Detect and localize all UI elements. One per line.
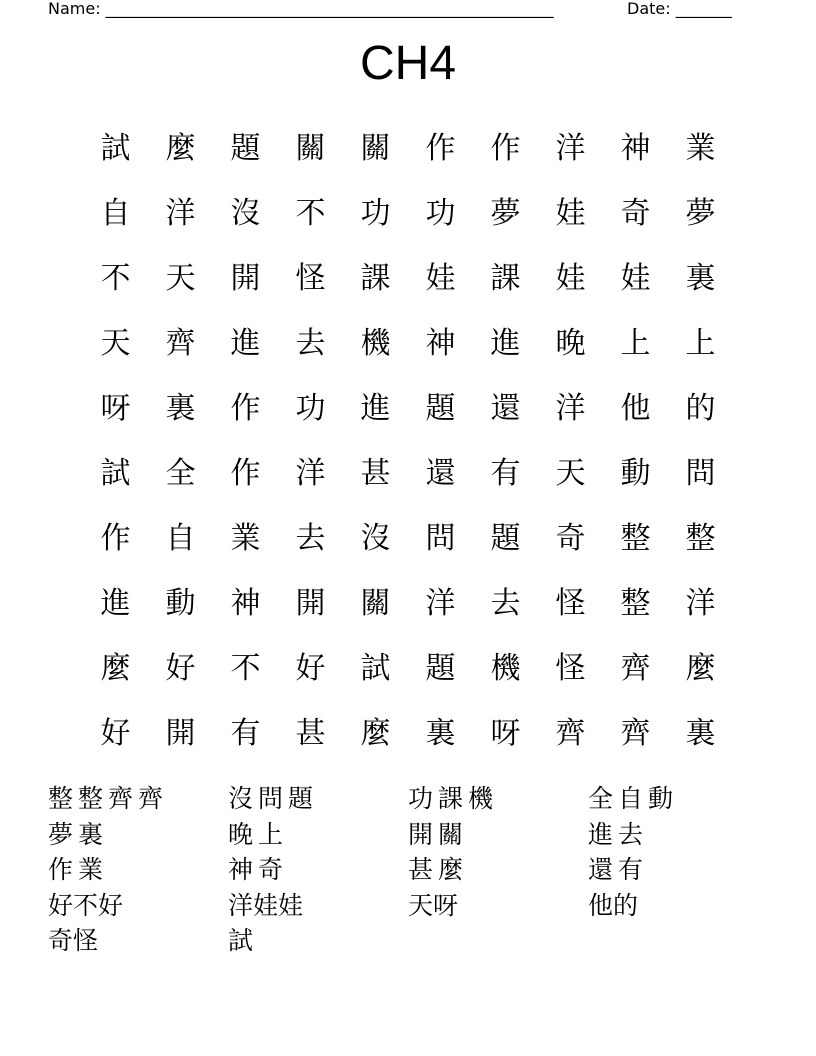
grid-cell: 作 xyxy=(100,520,131,556)
grid-cell: 關 xyxy=(360,130,391,166)
grid-cell: 機 xyxy=(490,650,521,686)
grid-cell: 天 xyxy=(100,325,131,361)
grid-cell: 麼 xyxy=(165,130,196,166)
grid-cell: 不 xyxy=(230,650,261,686)
grid-row xyxy=(83,632,733,697)
word-bank-item: 進去 xyxy=(588,819,649,849)
grid-cell: 天 xyxy=(165,260,196,296)
word-bank-item: 沒問題 xyxy=(228,784,319,813)
grid-cell: 麼 xyxy=(100,650,131,686)
grid-cell: 好 xyxy=(100,715,131,751)
page-title: CH4 xyxy=(359,37,457,90)
grid-cell: 開 xyxy=(165,715,196,751)
grid-cell: 好 xyxy=(165,650,196,686)
grid-cell: 裏 xyxy=(685,715,716,751)
word-bank-item: 夢裏 xyxy=(48,819,109,849)
grid-cell: 齊 xyxy=(620,650,651,686)
word-bank-column xyxy=(408,781,588,959)
grid-cell: 全 xyxy=(165,455,196,491)
grid-row xyxy=(83,697,733,762)
word-bank-item: 奇怪 xyxy=(48,926,99,955)
word-bank-item: 作業 xyxy=(48,855,109,884)
grid-cell: 娃 xyxy=(620,260,651,296)
grid-cell: 功 xyxy=(360,195,391,231)
grid-cell: 晚 xyxy=(555,325,586,361)
grid-cell: 課 xyxy=(490,260,521,296)
grid-cell: 呀 xyxy=(100,390,131,426)
grid-cell: 怪 xyxy=(555,650,586,686)
grid-row xyxy=(83,242,733,307)
grid-cell: 還 xyxy=(490,390,521,426)
word-bank-item: 功課機 xyxy=(408,784,499,813)
grid-cell: 題 xyxy=(425,650,456,686)
grid-cell: 進 xyxy=(490,325,521,361)
grid-cell: 作 xyxy=(230,390,261,426)
grid-cell: 奇 xyxy=(555,520,586,556)
grid-cell: 作 xyxy=(230,455,261,491)
grid-cell: 開 xyxy=(230,260,261,296)
grid-cell: 關 xyxy=(295,130,326,166)
word-bank-item: 開關 xyxy=(408,819,469,849)
word-bank-item: 洋娃娃 xyxy=(228,890,304,920)
grid-row xyxy=(83,112,733,177)
word-bank-item: 還有 xyxy=(588,855,649,884)
grid-cell: 問 xyxy=(425,520,456,556)
grid-cell: 關 xyxy=(360,585,391,621)
word-bank-item: 他的 xyxy=(588,890,639,920)
grid-row xyxy=(83,372,733,437)
grid-cell: 自 xyxy=(165,520,196,556)
grid-cell: 神 xyxy=(425,325,456,361)
grid-cell: 進 xyxy=(360,390,391,426)
grid-cell: 怪 xyxy=(555,585,586,621)
grid-cell: 開 xyxy=(295,585,326,621)
grid-cell: 作 xyxy=(490,130,521,166)
grid-row xyxy=(83,307,733,372)
grid-cell: 裏 xyxy=(425,715,456,751)
grid-cell: 甚 xyxy=(360,455,391,491)
grid-cell: 整 xyxy=(620,520,651,556)
grid-cell: 洋 xyxy=(165,195,196,231)
grid-row xyxy=(83,567,733,632)
word-search-grid xyxy=(83,112,733,762)
grid-cell: 麼 xyxy=(360,715,391,751)
grid-cell: 神 xyxy=(620,130,651,166)
word-bank-item: 晚上 xyxy=(228,819,289,849)
grid-cell: 還 xyxy=(425,455,456,491)
grid-cell: 娃 xyxy=(555,260,586,296)
grid-cell: 試 xyxy=(100,130,131,166)
word-bank-item: 整整齊齊 xyxy=(48,784,169,813)
grid-cell: 沒 xyxy=(230,195,261,231)
grid-cell: 他 xyxy=(620,390,651,426)
grid-cell: 奇 xyxy=(620,195,651,231)
grid-cell: 呀 xyxy=(490,715,521,751)
grid-cell: 有 xyxy=(490,455,521,491)
grid-cell: 去 xyxy=(490,585,521,621)
grid-cell: 整 xyxy=(620,585,651,621)
grid-row xyxy=(83,177,733,242)
grid-cell: 洋 xyxy=(685,585,716,621)
grid-cell: 娃 xyxy=(425,260,456,296)
grid-cell: 怪 xyxy=(295,260,326,296)
grid-cell: 洋 xyxy=(555,130,586,166)
grid-cell: 不 xyxy=(100,260,131,296)
grid-row xyxy=(83,502,733,567)
grid-cell: 不 xyxy=(295,195,326,231)
grid-cell: 題 xyxy=(230,130,261,166)
grid-cell: 動 xyxy=(165,585,196,621)
word-bank-column xyxy=(228,781,408,959)
grid-cell: 麼 xyxy=(685,650,716,686)
grid-cell: 神 xyxy=(230,585,261,621)
word-bank-column xyxy=(588,781,768,959)
word-bank-item: 甚麼 xyxy=(408,855,469,884)
grid-cell: 的 xyxy=(685,390,716,426)
grid-cell: 試 xyxy=(100,455,131,491)
grid-cell: 問 xyxy=(685,455,716,491)
grid-cell: 裏 xyxy=(165,390,196,426)
grid-cell: 功 xyxy=(425,195,456,231)
grid-cell: 進 xyxy=(100,585,131,621)
grid-cell: 進 xyxy=(230,325,261,361)
grid-cell: 齊 xyxy=(620,715,651,751)
grid-cell: 功 xyxy=(295,390,326,426)
grid-cell: 洋 xyxy=(425,585,456,621)
grid-cell: 題 xyxy=(490,520,521,556)
date-field-label: Date: _______ xyxy=(627,0,732,18)
word-bank-item: 天呀 xyxy=(408,890,459,920)
word-bank-item: 試 xyxy=(228,926,254,955)
grid-cell: 題 xyxy=(425,390,456,426)
grid-cell: 洋 xyxy=(295,455,326,491)
grid-cell: 有 xyxy=(230,715,261,751)
grid-cell: 洋 xyxy=(555,390,586,426)
grid-cell: 整 xyxy=(685,520,716,556)
name-field-label: Name: ________________________________________________________ xyxy=(48,0,554,18)
word-bank xyxy=(48,781,768,959)
grid-cell: 甚 xyxy=(295,715,326,751)
grid-cell: 齊 xyxy=(555,715,586,751)
grid-cell: 裏 xyxy=(685,260,716,296)
grid-cell: 動 xyxy=(620,455,651,491)
grid-cell: 沒 xyxy=(360,520,391,556)
grid-cell: 好 xyxy=(295,650,326,686)
word-bank-item: 神奇 xyxy=(228,855,289,884)
word-bank-item: 好不好 xyxy=(48,890,124,920)
grid-cell: 試 xyxy=(360,650,391,686)
grid-cell: 上 xyxy=(620,325,651,361)
word-bank-item: 全自動 xyxy=(588,784,679,813)
grid-cell: 課 xyxy=(360,260,391,296)
grid-cell: 娃 xyxy=(555,195,586,231)
grid-cell: 夢 xyxy=(490,195,521,231)
grid-cell: 去 xyxy=(295,325,326,361)
grid-cell: 去 xyxy=(295,520,326,556)
grid-cell: 自 xyxy=(100,195,131,231)
grid-cell: 業 xyxy=(230,520,261,556)
grid-cell: 機 xyxy=(360,325,391,361)
grid-cell: 業 xyxy=(685,130,716,166)
word-bank-column xyxy=(48,781,228,959)
grid-cell: 天 xyxy=(555,455,586,491)
grid-cell: 作 xyxy=(425,130,456,166)
grid-cell: 上 xyxy=(685,325,716,361)
grid-cell: 齊 xyxy=(165,325,196,361)
grid-cell: 夢 xyxy=(685,195,716,231)
grid-row xyxy=(83,437,733,502)
